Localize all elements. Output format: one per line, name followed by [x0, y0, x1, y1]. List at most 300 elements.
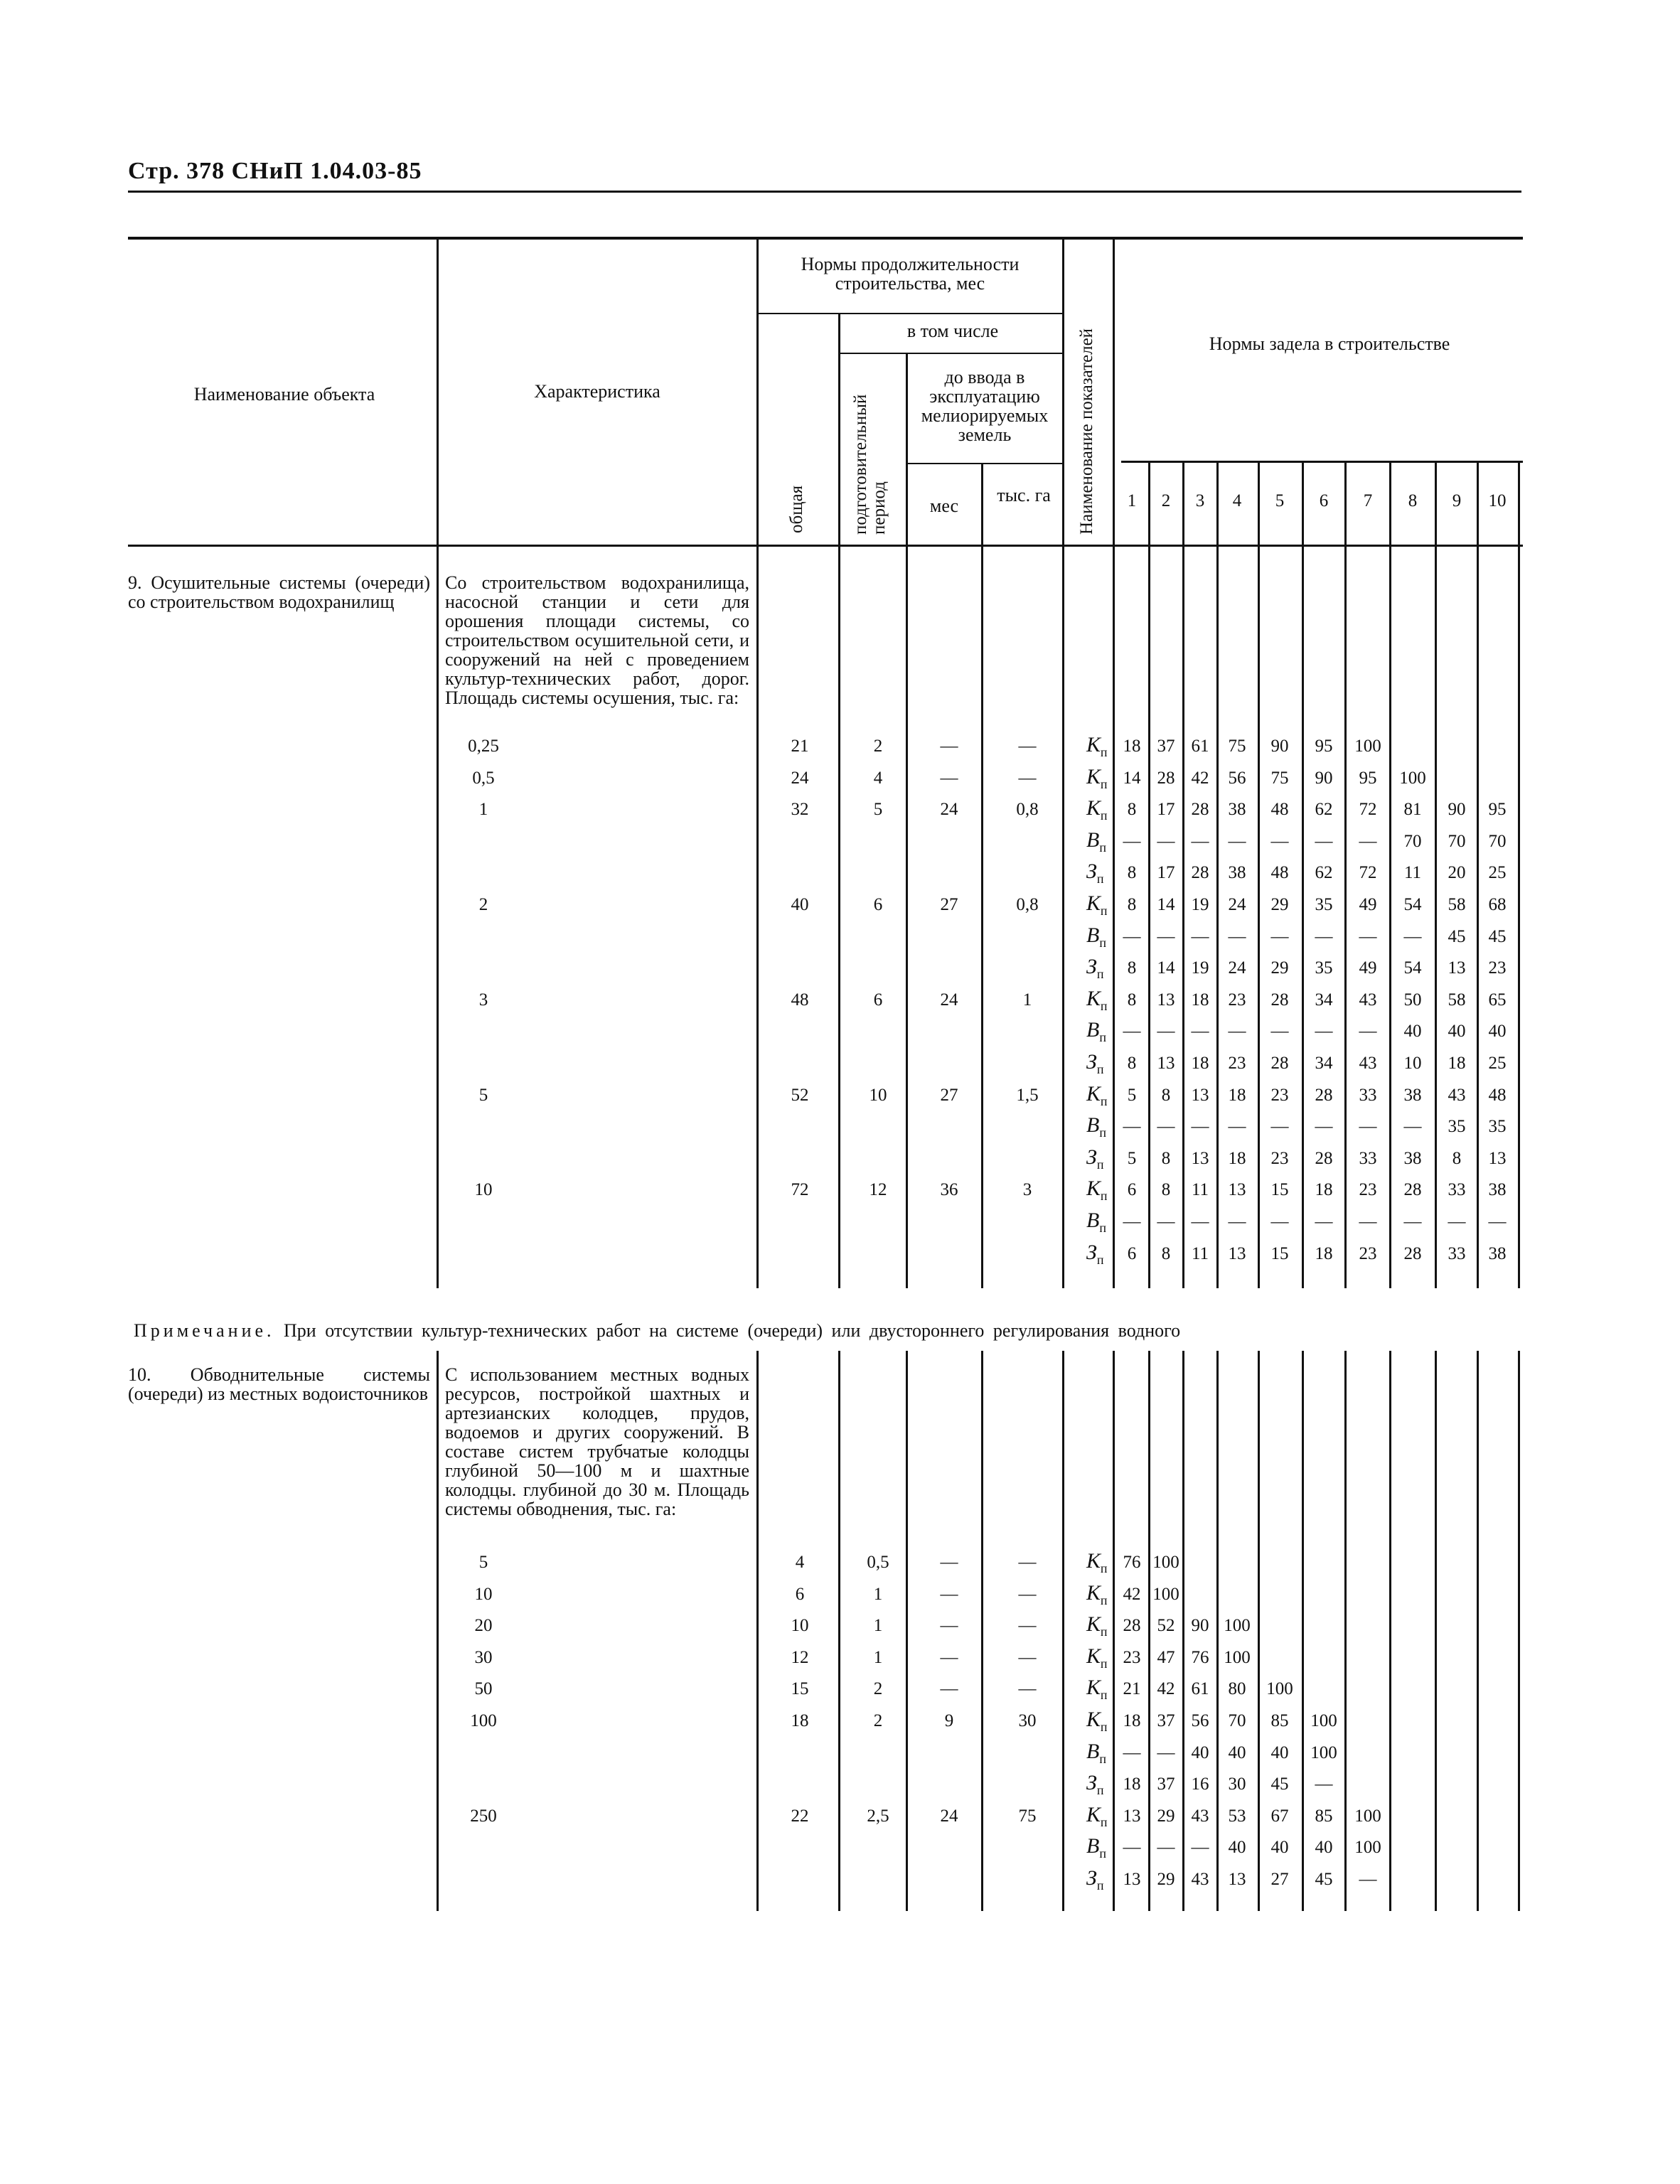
backlog-value: 28 [1191, 800, 1209, 820]
body-vline [981, 547, 983, 1288]
backlog-value: — [1270, 1022, 1289, 1042]
backlog-value: — [1123, 831, 1141, 851]
indicator-label: $К_п$ [1086, 796, 1108, 823]
backlog-value: 8 [1127, 863, 1137, 883]
body-vline [1344, 547, 1347, 1288]
indicator-label: $З_п$ [1086, 1145, 1104, 1172]
backlog-value: 72 [1359, 800, 1377, 820]
backlog-value: 13 [1157, 990, 1175, 1010]
backlog-value: — [1191, 926, 1209, 946]
backlog-value: 23 [1123, 1647, 1141, 1667]
backlog-value: — [1228, 926, 1246, 946]
backlog-value: — [1191, 831, 1209, 851]
backlog-value: 6 [1127, 1180, 1137, 1200]
backlog-value: — [1157, 1022, 1175, 1042]
backlog-value: 19 [1191, 958, 1209, 978]
body-vline [756, 547, 759, 1288]
total-duration: 18 [791, 1711, 809, 1730]
backlog-value: 15 [1270, 1243, 1289, 1263]
backlog-value: 58 [1448, 895, 1466, 914]
backlog-value: 8 [1127, 800, 1137, 820]
commission-months: 24 [940, 1806, 958, 1826]
area-value: 100 [470, 1711, 497, 1730]
area-value: 0,5 [472, 768, 495, 788]
backlog-value: 100 [1266, 1679, 1293, 1699]
column-number: 4 [1232, 491, 1242, 510]
column-number: 8 [1408, 491, 1418, 510]
indicator-label: $З_п$ [1086, 860, 1104, 887]
body-vline [1216, 1351, 1219, 1911]
indicator-label: $К_п$ [1086, 1177, 1108, 1204]
total-duration: 21 [791, 737, 809, 756]
header-vline-5 [981, 464, 983, 545]
backlog-value: 40 [1228, 1743, 1246, 1762]
total-duration: 6 [795, 1584, 805, 1604]
body-vline [1435, 547, 1437, 1288]
header-vline-3 [838, 314, 840, 545]
backlog-value: 70 [1228, 1711, 1246, 1730]
backlog-value: 23 [1488, 958, 1507, 978]
backlog-value: 70 [1488, 831, 1507, 851]
backlog-value: 28 [1123, 1616, 1141, 1636]
page-header: Стр. 378 СНиП 1.04.03-85 [128, 158, 422, 184]
backlog-value: 29 [1157, 1870, 1175, 1889]
backlog-value: 14 [1123, 768, 1141, 788]
backlog-value: 8 [1127, 958, 1137, 978]
backlog-value: 37 [1157, 1711, 1175, 1730]
backlog-value: 85 [1315, 1806, 1333, 1826]
backlog-value: — [1157, 1838, 1175, 1858]
backlog-value: — [1157, 926, 1175, 946]
backlog-value: 40 [1191, 1743, 1209, 1762]
backlog-value: 53 [1228, 1806, 1246, 1826]
backlog-value: 23 [1228, 990, 1246, 1010]
backlog-value: 14 [1157, 895, 1175, 914]
backlog-value: — [1315, 1212, 1333, 1231]
backlog-value: 15 [1270, 1180, 1289, 1200]
body-vline [838, 1351, 840, 1911]
column-number: 5 [1275, 491, 1285, 510]
backlog-value: 40 [1270, 1838, 1289, 1858]
backlog-value: 23 [1359, 1180, 1377, 1200]
indicator-label: $К_п$ [1086, 1580, 1108, 1607]
backlog-value: 21 [1123, 1679, 1141, 1699]
duration-group-header: Нормы продолжительности строительства, мес [801, 254, 1020, 294]
body-vline [1258, 547, 1260, 1288]
commission-area: — [1018, 1616, 1037, 1636]
body-vline [1148, 547, 1150, 1288]
indicator-label: $З_п$ [1086, 1771, 1104, 1798]
backlog-value: 35 [1448, 1117, 1466, 1137]
backlog-value: 100 [1224, 1647, 1251, 1667]
indicator-label: $В_п$ [1086, 1018, 1106, 1045]
total-duration: 32 [791, 800, 809, 820]
section10-name: 10. Обводнительные системы (очереди) из местных водоисточников [128, 1364, 430, 1404]
indicator-label: $В_п$ [1086, 923, 1106, 950]
body-vline [1182, 547, 1184, 1288]
backlog-value: 49 [1359, 895, 1377, 914]
commission-months: 24 [940, 800, 958, 820]
backlog-value: 14 [1157, 958, 1175, 978]
area-value: 5 [478, 1085, 488, 1105]
backlog-group-rule [1121, 461, 1523, 463]
backlog-value: 61 [1191, 737, 1209, 756]
backlog-value: — [1403, 1117, 1422, 1137]
backlog-value: 10 [1403, 1054, 1422, 1073]
backlog-value: 8 [1127, 990, 1137, 1010]
backlog-value: 56 [1191, 1711, 1209, 1730]
backlog-value: 43 [1191, 1806, 1209, 1826]
indicator-label: $К_п$ [1086, 1644, 1108, 1671]
header-vline-2 [756, 240, 759, 545]
header-vline-11 [1258, 462, 1260, 545]
backlog-value: — [1359, 1212, 1377, 1231]
backlog-value: 24 [1228, 958, 1246, 978]
total-duration: 48 [791, 990, 809, 1010]
backlog-value: 25 [1488, 863, 1507, 883]
total-duration: 40 [791, 895, 809, 914]
backlog-value: 25 [1488, 1054, 1507, 1073]
backlog-value: — [1123, 1743, 1141, 1762]
commission-area: 30 [1018, 1711, 1037, 1730]
backlog-value: 11 [1191, 1180, 1209, 1200]
backlog-value: 68 [1488, 895, 1507, 914]
body-vline [1062, 547, 1064, 1288]
header-vline-7 [1113, 240, 1115, 545]
backlog-value: 67 [1270, 1806, 1289, 1826]
body-vline [1182, 1351, 1184, 1911]
body-vline [1258, 1351, 1260, 1911]
characteristic-column-header: Характеристика [534, 381, 660, 402]
backlog-value: — [1157, 831, 1175, 851]
header-vline-12 [1302, 462, 1304, 545]
commission-area: 1 [1022, 990, 1032, 1010]
prep-period-header: подготовительный период [851, 394, 889, 535]
total-duration: 12 [791, 1647, 809, 1667]
commission-months: 27 [940, 1085, 958, 1105]
backlog-value: 43 [1359, 990, 1377, 1010]
indicator-label: $К_п$ [1086, 764, 1108, 791]
commission-area: 1,5 [1016, 1085, 1039, 1105]
backlog-value: 18 [1123, 1711, 1141, 1730]
body-vline [1216, 547, 1219, 1288]
area-value: 20 [474, 1616, 493, 1636]
backlog-value: 38 [1488, 1243, 1507, 1263]
backlog-value: 100 [1354, 1838, 1381, 1858]
indicator-name-header: Наименование показателей [1077, 328, 1096, 535]
backlog-value: — [1359, 831, 1377, 851]
name-column-header: Наименование объекта [193, 384, 375, 405]
backlog-value: — [1228, 1022, 1246, 1042]
body-vline [1302, 547, 1304, 1288]
indicator-label: $В_п$ [1086, 1834, 1106, 1861]
commission-area: — [1018, 768, 1037, 788]
backlog-value: 18 [1191, 990, 1209, 1010]
prep-period: 6 [873, 895, 883, 914]
body-vline [906, 547, 908, 1288]
backlog-value: 70 [1448, 831, 1466, 851]
header-vline-6 [1062, 240, 1064, 545]
backlog-value: 18 [1448, 1054, 1466, 1073]
body-vline [1389, 547, 1391, 1288]
backlog-value: 62 [1315, 800, 1333, 820]
area-value: 5 [478, 1553, 488, 1572]
commission-area: — [1018, 737, 1037, 756]
backlog-value: 48 [1488, 1085, 1507, 1105]
total-duration: 10 [791, 1616, 809, 1636]
backlog-value: 100 [1224, 1616, 1251, 1636]
body-vline [1302, 1351, 1304, 1911]
area-value: 250 [470, 1806, 497, 1826]
backlog-value: — [1270, 1212, 1289, 1231]
backlog-value: — [1191, 1022, 1209, 1042]
backlog-value: 40 [1270, 1743, 1289, 1762]
area-value: 2 [478, 895, 488, 914]
prep-period: 5 [873, 800, 883, 820]
backlog-value: — [1123, 1022, 1141, 1042]
backlog-value: 48 [1270, 800, 1289, 820]
column-number: 2 [1161, 491, 1171, 510]
backlog-value: 8 [1127, 1054, 1137, 1073]
backlog-value: — [1315, 1117, 1333, 1137]
indicator-label: $К_п$ [1086, 1549, 1108, 1575]
backlog-value: 8 [1127, 895, 1137, 914]
body-vline [1113, 1351, 1115, 1911]
backlog-value: — [1191, 1838, 1209, 1858]
backlog-value: — [1315, 926, 1333, 946]
prep-period: 4 [873, 768, 883, 788]
body-vline [1518, 547, 1520, 1288]
backlog-value: 24 [1228, 895, 1246, 914]
backlog-value: 100 [1399, 768, 1426, 788]
backlog-value: 37 [1157, 1774, 1175, 1794]
note-label: Примечание. [134, 1320, 275, 1341]
body-vline [1477, 547, 1479, 1288]
backlog-value: 17 [1157, 800, 1175, 820]
body-vline [437, 547, 439, 1288]
indicator-label: $В_п$ [1086, 1739, 1106, 1766]
backlog-value: — [1191, 1117, 1209, 1137]
backlog-value: 16 [1191, 1774, 1209, 1794]
backlog-value: 13 [1228, 1243, 1246, 1263]
backlog-value: 90 [1191, 1616, 1209, 1636]
backlog-value: 13 [1228, 1870, 1246, 1889]
backlog-value: 11 [1403, 863, 1422, 883]
table-top-rule [128, 237, 1523, 240]
total-duration: 22 [791, 1806, 809, 1826]
backlog-value: — [1359, 926, 1377, 946]
backlog-value: — [1403, 1212, 1422, 1231]
area-value: 10 [474, 1584, 493, 1604]
section9-characteristic: Со строительством водохранилища, насосной станции и сети для орошения площади системы, со строительством осушительной сети, и сооружений на ней с проведением культур-технических работ, дорог. Площадь системы осушения, тыс. га: [445, 572, 749, 708]
header-vline-1 [437, 240, 439, 545]
backlog-value: 40 [1315, 1838, 1333, 1858]
backlog-value: 17 [1157, 863, 1175, 883]
backlog-value: 45 [1448, 926, 1466, 946]
total-header: общая [787, 485, 806, 533]
backlog-value: 19 [1191, 895, 1209, 914]
backlog-value: 90 [1448, 800, 1466, 820]
commission-area: — [1018, 1679, 1037, 1699]
total-duration: 72 [791, 1180, 809, 1200]
backlog-value: — [1123, 1117, 1141, 1137]
backlog-value: 76 [1191, 1647, 1209, 1667]
backlog-value: 100 [1152, 1553, 1179, 1572]
backlog-value: 100 [1354, 1806, 1381, 1826]
header-vline-13 [1344, 462, 1347, 545]
backlog-value: 28 [1270, 990, 1289, 1010]
backlog-value: 18 [1228, 1148, 1246, 1168]
backlog-value: 49 [1359, 958, 1377, 978]
backlog-value: 40 [1488, 1022, 1507, 1042]
commission-months: — [940, 1679, 958, 1699]
duration-group-rule [758, 313, 1064, 314]
backlog-value: 13 [1228, 1180, 1246, 1200]
backlog-value: 33 [1448, 1180, 1466, 1200]
backlog-value: 58 [1448, 990, 1466, 1010]
header-vline-16 [1477, 462, 1479, 545]
backlog-value: 13 [1123, 1806, 1141, 1826]
backlog-value: 43 [1448, 1085, 1466, 1105]
before-commissioning-header: до ввода в эксплуатацию мелиорируемых земель [921, 367, 1049, 445]
commission-months: — [940, 737, 958, 756]
prep-period: 2 [873, 1679, 883, 1699]
backlog-value: 100 [1354, 737, 1381, 756]
total-duration: 52 [791, 1085, 809, 1105]
backlog-value: 65 [1488, 990, 1507, 1010]
backlog-value: 13 [1123, 1870, 1141, 1889]
backlog-value: 81 [1403, 800, 1422, 820]
backlog-value: — [1123, 1212, 1141, 1231]
header-vline-10 [1216, 462, 1219, 545]
indicator-label: $З_п$ [1086, 1050, 1104, 1076]
total-duration: 4 [795, 1553, 805, 1572]
backlog-value: 18 [1228, 1085, 1246, 1105]
prep-period: 12 [869, 1180, 887, 1200]
indicator-label: $В_п$ [1086, 1113, 1106, 1140]
backlog-value: 5 [1127, 1148, 1137, 1168]
body-vline [1062, 1351, 1064, 1911]
backlog-value: 90 [1270, 737, 1289, 756]
backlog-value: 38 [1228, 863, 1246, 883]
backlog-value: 61 [1191, 1679, 1209, 1699]
backlog-value: 50 [1403, 990, 1422, 1010]
backlog-value: 30 [1228, 1774, 1246, 1794]
area-value: 30 [474, 1647, 493, 1667]
backlog-value: 23 [1359, 1243, 1377, 1263]
commission-area: 0,8 [1016, 895, 1039, 914]
backlog-value: 48 [1270, 863, 1289, 883]
commission-area: 0,8 [1016, 800, 1039, 820]
header-rule [128, 191, 1521, 193]
column-number: 1 [1127, 491, 1137, 510]
backlog-value: 23 [1270, 1148, 1289, 1168]
backlog-value: — [1157, 1117, 1175, 1137]
indicator-label: $К_п$ [1086, 1676, 1108, 1703]
backlog-value: 13 [1488, 1148, 1507, 1168]
prep-period: 2,5 [867, 1806, 889, 1826]
backlog-value: 40 [1228, 1838, 1246, 1858]
body-vline [1344, 1351, 1347, 1911]
indicator-label: $К_п$ [1086, 1081, 1108, 1108]
prep-period: 1 [873, 1647, 883, 1667]
backlog-value: 34 [1315, 990, 1333, 1010]
backlog-value: 18 [1123, 1774, 1141, 1794]
backlog-value: 13 [1448, 958, 1466, 978]
backlog-value: 40 [1448, 1022, 1466, 1042]
backlog-value: — [1315, 831, 1333, 851]
prep-period: 1 [873, 1584, 883, 1604]
backlog-value: 8 [1161, 1243, 1171, 1263]
backlog-value: 72 [1359, 863, 1377, 883]
backlog-value: 95 [1488, 800, 1507, 820]
note [134, 1320, 1527, 1342]
indicator-label: $З_п$ [1086, 1866, 1104, 1893]
backlog-value: 80 [1228, 1679, 1246, 1699]
prep-period: 6 [873, 990, 883, 1010]
commission-months: 9 [944, 1711, 954, 1730]
commission-months: — [940, 1647, 958, 1667]
backlog-value: 45 [1315, 1870, 1333, 1889]
backlog-value: 33 [1359, 1148, 1377, 1168]
backlog-value: 18 [1123, 737, 1141, 756]
backlog-value: 95 [1359, 768, 1377, 788]
area-value: 10 [474, 1180, 493, 1200]
months-header: мес [929, 496, 959, 516]
thousand-ha-header: тыс. га [997, 485, 1051, 505]
prep-period: 0,5 [867, 1553, 889, 1572]
backlog-value: 29 [1157, 1806, 1175, 1826]
including-header: в том числе [906, 321, 999, 341]
header-vline-17 [1518, 462, 1520, 545]
backlog-value: 33 [1359, 1085, 1377, 1105]
total-duration: 15 [791, 1679, 809, 1699]
column-number: 6 [1319, 491, 1329, 510]
body-vline [1435, 1351, 1437, 1911]
column-number: 7 [1363, 491, 1373, 510]
body-vline [1389, 1351, 1391, 1911]
header-vline-15 [1435, 462, 1437, 545]
backlog-value: 23 [1228, 1054, 1246, 1073]
body-vline [756, 1351, 759, 1911]
body-vline [838, 547, 840, 1288]
area-value: 50 [474, 1679, 493, 1699]
backlog-value: 29 [1270, 958, 1289, 978]
backlog-value: 100 [1310, 1711, 1337, 1730]
commission-months: — [940, 1584, 958, 1604]
backlog-value: — [1228, 1212, 1246, 1231]
backlog-value: 28 [1315, 1148, 1333, 1168]
backlog-value: 28 [1403, 1180, 1422, 1200]
indicator-label: $К_п$ [1086, 1802, 1108, 1829]
backlog-value: 28 [1315, 1085, 1333, 1105]
area-value: 3 [478, 990, 488, 1010]
backlog-value: 27 [1270, 1870, 1289, 1889]
commission-months: — [940, 1553, 958, 1572]
backlog-value: — [1270, 1117, 1289, 1137]
backlog-value: 8 [1161, 1148, 1171, 1168]
body-vline [437, 1351, 439, 1911]
backlog-value: 13 [1191, 1085, 1209, 1105]
backlog-value: 38 [1403, 1148, 1422, 1168]
commission-area: 75 [1018, 1806, 1037, 1826]
backlog-value: 90 [1315, 768, 1333, 788]
backlog-value: 8 [1161, 1180, 1171, 1200]
total-duration: 24 [791, 768, 809, 788]
body-vline [906, 1351, 908, 1911]
backlog-value: 20 [1448, 863, 1466, 883]
backlog-value: — [1359, 1870, 1377, 1889]
